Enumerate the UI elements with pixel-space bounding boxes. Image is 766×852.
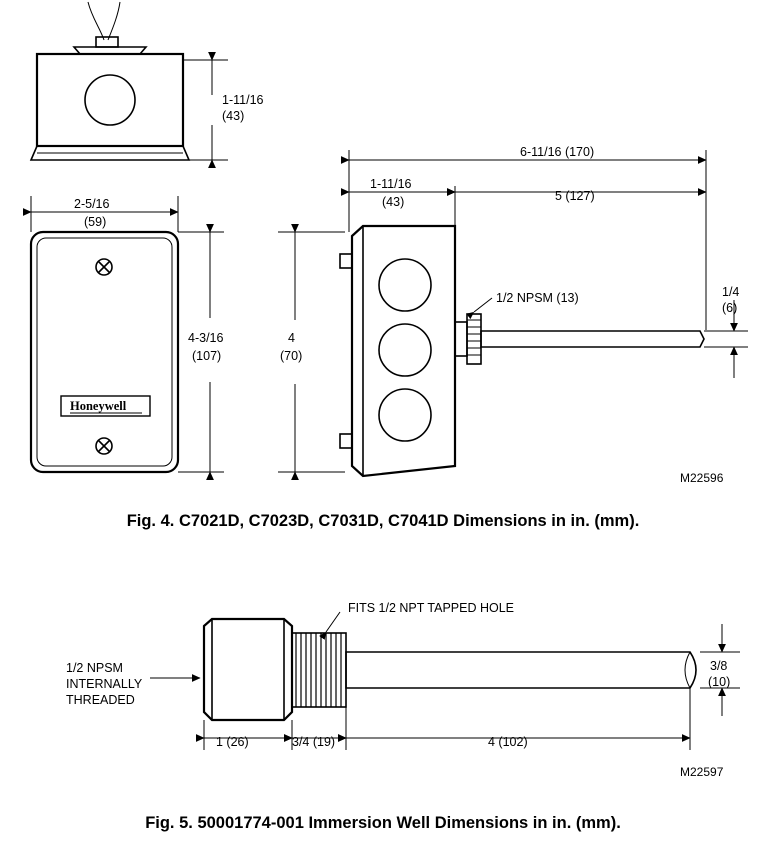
callout-npt-tapped-hole: FITS 1/2 NPT TAPPED HOLE: [348, 601, 515, 615]
callout-npsm-fitting: 1/2 NPSM (13): [496, 291, 579, 305]
dim-enclosure-depth-line2: (43): [382, 195, 405, 209]
knob-circle-2: [379, 324, 431, 376]
dim-hex-length: 1 (26): [216, 735, 249, 749]
dim-height-front-view-line1: 4-3/16: [188, 331, 224, 345]
honeywell-logo-text: Honeywell: [70, 399, 127, 413]
callout-npsm-internal-line1: 1/2 NPSM: [66, 661, 123, 675]
figure-4-caption: Fig. 4. C7021D, C7023D, C7031D, C7041D Dimensions in in. (mm).: [126, 512, 640, 530]
dim-probe-length: 5 (127): [555, 189, 595, 203]
drawing-code-fig4: M22596: [680, 471, 724, 485]
dim-enclosure-depth-line1: 1-11/16: [370, 177, 412, 191]
callout-npsm-internal-line3: THREADED: [66, 693, 135, 707]
dim-well-length: 4 (102): [488, 735, 528, 749]
figure-5-drawing: [0, 590, 766, 800]
dim-overall-length: 6-11/16 (170): [520, 145, 595, 159]
callout-npsm-internal-line2: INTERNALLY: [66, 677, 143, 691]
knob-circle-1: [379, 259, 431, 311]
cover-screw-top: [96, 259, 112, 275]
knob-circle-3: [379, 389, 431, 441]
dim-width-front-view-line2: (59): [84, 215, 107, 229]
dim-probe-diameter-line1: 1/4: [722, 285, 740, 299]
drawing-code-fig5: M22597: [680, 765, 724, 779]
dim-height-side-view-line2: (70): [280, 349, 303, 363]
dim-height-side-view-line1: 4: [288, 331, 295, 345]
dim-probe-diameter-line2: (6): [722, 301, 738, 315]
dim-width-front-view-line1: 2-5/16: [74, 197, 110, 211]
dim-height-front-view-line2: (107): [192, 349, 222, 363]
dim-height-top-view-line1: 1-11/16: [222, 93, 264, 107]
cover-screw-bottom: [96, 438, 112, 454]
dim-well-diameter-line2: (10): [708, 675, 731, 689]
dim-well-diameter-line1: 3/8: [710, 659, 728, 673]
dim-height-top-view-line2: (43): [222, 109, 245, 123]
figure-5-caption: Fig. 5. 50001774-001 Immersion Well Dimensions in in. (mm).: [145, 814, 621, 832]
dim-thread-length: 3/4 (19): [292, 735, 336, 749]
